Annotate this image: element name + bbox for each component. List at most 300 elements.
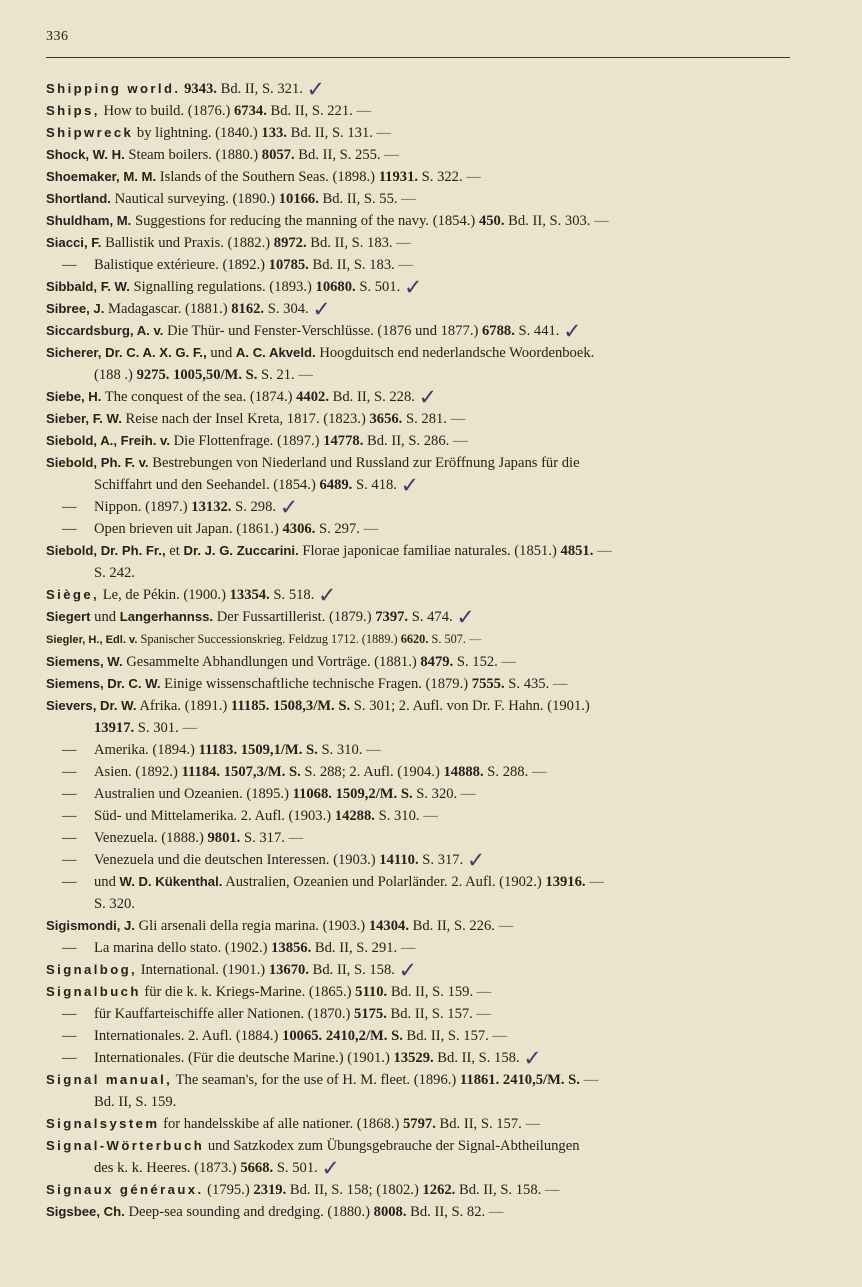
checkmark-icon: ✓ bbox=[398, 957, 418, 983]
continuation-text bbox=[62, 896, 135, 912]
catalog-entry bbox=[0, 1003, 862, 1025]
tick-dash-icon: — bbox=[401, 191, 415, 207]
catalog-entry bbox=[0, 695, 862, 717]
tick-dash-icon: — bbox=[488, 1204, 503, 1220]
catalog-entry bbox=[0, 761, 862, 783]
entry-shelfmark: 4402. bbox=[296, 389, 329, 405]
tick-dash-icon: — bbox=[597, 543, 611, 559]
entry-shelfmark: 11068. 1509,2/M. S. bbox=[292, 786, 413, 802]
checkmark-icon: ✓ bbox=[523, 1045, 542, 1071]
entry-title: Süd- und Mittelamerika. 2. Aufl. (1903.) bbox=[94, 808, 332, 824]
entry-title: Islands of the Southern Seas. (1898.) bbox=[159, 169, 376, 185]
entry-shelfmark: 7397. bbox=[375, 609, 409, 625]
catalog-entry-continuation bbox=[0, 893, 862, 915]
entry-shelfmark: 6620. bbox=[400, 632, 429, 646]
entry-title: by lightning. (1840.) bbox=[136, 125, 258, 141]
entry-title: Venezuela und die deutschen Interessen. (1903.) bbox=[94, 852, 376, 868]
ditto-dash: — bbox=[62, 1050, 77, 1066]
checkmark-icon: ✓ bbox=[400, 472, 420, 498]
entry-shelfmark: 4851. bbox=[560, 543, 594, 559]
entry-title: Ballistik und Praxis. (1882.) bbox=[105, 235, 271, 251]
entry-shelfmark: 14888. bbox=[443, 764, 484, 780]
entry-author: Siebold, A., Freih. v. bbox=[46, 433, 170, 448]
entry-reference: S. 310. bbox=[378, 808, 420, 824]
entry-reference: Bd. II, S. 255. bbox=[298, 147, 381, 163]
entry-author: Signaux généraux. bbox=[46, 1182, 204, 1197]
catalog-entry bbox=[0, 144, 862, 166]
tick-dash-icon: — bbox=[376, 125, 391, 141]
catalog-entry bbox=[0, 210, 862, 232]
catalog-entry bbox=[0, 1201, 862, 1223]
entry-shelfmark: 13132. bbox=[191, 499, 232, 515]
entry-author: Signal manual, bbox=[46, 1072, 173, 1087]
catalog-entry-continuation bbox=[0, 474, 862, 496]
tick-dash-icon: — bbox=[492, 1028, 507, 1044]
entry-reference: Bd. II, S. 131. bbox=[290, 125, 373, 141]
entry-title: Gli arsenali della regia marina. (1903.) bbox=[138, 918, 366, 934]
continuation-text bbox=[46, 367, 312, 383]
catalog-entry bbox=[0, 518, 862, 540]
ditto-dash: — bbox=[62, 874, 77, 890]
entry-reference: Bd. II, S. 303. bbox=[508, 213, 591, 229]
catalog-entry bbox=[0, 298, 862, 320]
entry-reference: Bd. II, S. 82. bbox=[410, 1204, 486, 1220]
entry-title: Suggestions for reducing the manning of the navy. (1854.) bbox=[134, 213, 476, 229]
entry-title: The conquest of the sea. (1874.) bbox=[104, 389, 293, 405]
entry-text: (188 .) bbox=[94, 367, 133, 383]
entry-reference: S. 518. bbox=[273, 587, 315, 603]
catalog-entry-continuation bbox=[0, 562, 862, 584]
tick-dash-icon: — bbox=[182, 720, 196, 736]
checkmark-icon: ✓ bbox=[466, 847, 486, 873]
entry-shelfmark: 8008. bbox=[373, 1204, 407, 1220]
entry-title: Nippon. (1897.) bbox=[94, 499, 188, 515]
catalog-entry bbox=[0, 166, 862, 188]
entry-coauthor: Langerhannss. bbox=[119, 609, 214, 624]
entry-author: Shuldham, M. bbox=[46, 213, 132, 228]
entry-title: und bbox=[94, 609, 117, 625]
tick-dash-icon: — bbox=[452, 433, 467, 449]
entry-author: Siebold, Dr. Ph. Fr., bbox=[46, 543, 166, 558]
entry-title: for handelsskibe af alle nationer. (1868.) bbox=[163, 1116, 400, 1132]
tick-dash-icon: — bbox=[476, 984, 491, 1000]
catalog-entry bbox=[0, 78, 862, 100]
ditto-dash: — bbox=[62, 499, 77, 515]
tick-dash-icon: — bbox=[423, 808, 437, 824]
catalog-entry-continuation bbox=[0, 717, 862, 739]
tick-dash-icon: — bbox=[469, 632, 481, 646]
entry-reference: S. 317. bbox=[422, 852, 464, 868]
entry-text: des k. k. Heeres. (1873.) bbox=[94, 1160, 237, 1176]
entry-shelfmark: 8479. bbox=[420, 654, 454, 670]
ditto-dash: — bbox=[62, 808, 77, 824]
entry-title: et bbox=[169, 543, 180, 559]
entry-reference: Bd. II, S. 221. bbox=[270, 103, 353, 119]
checkmark-icon: ✓ bbox=[403, 274, 423, 300]
tick-dash-icon: — bbox=[398, 257, 413, 273]
entry-list bbox=[0, 78, 862, 1223]
tick-dash-icon: — bbox=[583, 1072, 598, 1088]
entry-title: Australien, Ozeanien und Polarländer. 2. Aufl. (1902.) bbox=[225, 874, 542, 890]
catalog-entry bbox=[0, 1135, 862, 1157]
tick-dash-icon: — bbox=[450, 411, 465, 427]
entry-author: Ships, bbox=[46, 103, 100, 118]
catalog-entry bbox=[0, 408, 862, 430]
catalog-entry bbox=[0, 122, 862, 144]
continuation-text bbox=[46, 1155, 340, 1181]
entry-title: Australien und Ozeanien. (1895.) bbox=[94, 786, 289, 802]
entry-title: Open brieven uit Japan. (1861.) bbox=[94, 521, 279, 537]
entry-reference: Bd. II, S. 157. bbox=[390, 1006, 473, 1022]
entry-shelfmark: 3656. bbox=[369, 411, 403, 427]
catalog-entry bbox=[0, 606, 862, 628]
entry-shelfmark: 450. bbox=[478, 213, 505, 229]
catalog-entry bbox=[0, 849, 862, 871]
entry-author: Siège, bbox=[46, 587, 100, 602]
tick-dash-icon: — bbox=[400, 940, 415, 956]
entry-shelfmark: 13856. bbox=[271, 940, 312, 956]
entry-reference: S. 441. bbox=[518, 323, 560, 339]
entry-reference: S. 501. bbox=[276, 1160, 318, 1176]
checkmark-icon: ✓ bbox=[563, 318, 582, 344]
entry-reference: Bd. II, S. 159. bbox=[390, 984, 474, 1000]
continuation-text bbox=[46, 472, 420, 498]
entry-coauthor: W. D. Kükenthal. bbox=[119, 874, 223, 889]
catalog-entry bbox=[0, 1113, 862, 1135]
tick-dash-icon: — bbox=[363, 521, 378, 537]
entry-title: Amerika. (1894.) bbox=[94, 742, 195, 758]
tick-dash-icon: — bbox=[476, 1006, 491, 1022]
catalog-entry bbox=[0, 651, 862, 673]
entry-author: Sibbald, F. W. bbox=[46, 279, 130, 294]
entry-text: Schiffahrt und den Seehandel. (1854.) bbox=[94, 477, 316, 493]
catalog-entry bbox=[0, 188, 862, 210]
catalog-entry bbox=[0, 915, 862, 937]
catalog-entry bbox=[0, 1047, 862, 1069]
entry-title: für die k. k. Kriegs-Marine. (1865.) bbox=[144, 984, 352, 1000]
entry-reference: Bd. II, S. 157. bbox=[406, 1028, 489, 1044]
entry-shelfmark: 14288. bbox=[334, 808, 375, 824]
entry-title: La marina dello stato. (1902.) bbox=[94, 940, 268, 956]
entry-reference: Bd. II, S. 183. bbox=[312, 257, 395, 273]
entry-reference: S. 474. bbox=[411, 609, 453, 625]
entry-author: Sigsbee, Ch. bbox=[46, 1204, 125, 1219]
tick-dash-icon: — bbox=[525, 1116, 540, 1132]
ditto-dash: — bbox=[62, 940, 77, 956]
entry-shelfmark: 6489. bbox=[319, 477, 353, 493]
tick-dash-icon: — bbox=[594, 213, 608, 229]
tick-dash-icon: — bbox=[552, 676, 567, 692]
entry-title: Die Flottenfrage. (1897.) bbox=[173, 433, 320, 449]
entry-author: Siebe, H. bbox=[46, 389, 102, 404]
entry-reference: S. 301. bbox=[137, 720, 179, 736]
entry-title: Die Thür- und Fenster-Verschlüsse. (1876 und 1877.) bbox=[167, 323, 479, 339]
entry-shelfmark: 8972. bbox=[273, 235, 307, 251]
catalog-entry bbox=[0, 871, 862, 893]
entry-shelfmark: 14110. bbox=[379, 852, 419, 868]
entry-reference: S. 320. bbox=[416, 786, 458, 802]
entry-shelfmark: 5175. bbox=[354, 1006, 387, 1022]
tick-dash-icon: — bbox=[460, 786, 475, 802]
tick-dash-icon: — bbox=[356, 103, 371, 119]
entry-reference: S. 297. bbox=[318, 521, 360, 537]
entry-title: Internationales. 2. Aufl. (1884.) bbox=[94, 1028, 279, 1044]
entry-reference: Bd. II, S. 55. bbox=[322, 191, 398, 207]
entry-title: Internationales. (Für die deutsche Marine.) (1901.) bbox=[94, 1050, 390, 1066]
entry-reference: S. 301; 2. Aufl. von Dr. F. Hahn. (1901.) bbox=[353, 698, 590, 714]
entry-reference: S. 501. bbox=[359, 279, 401, 295]
entry-shelfmark: 6788. bbox=[482, 323, 515, 339]
entry-author: Siegler, H., Edl. v. bbox=[46, 634, 138, 646]
entry-title: und Satzkodex zum Übungsgebrauche der Signal-Abtheilungen bbox=[207, 1138, 580, 1154]
entry-shelfmark: 8057. bbox=[261, 147, 295, 163]
checkmark-icon: ✓ bbox=[279, 494, 299, 520]
catalog-entry bbox=[0, 739, 862, 761]
catalog-entry bbox=[0, 496, 862, 518]
ditto-dash: — bbox=[62, 786, 77, 802]
entry-title: Balistique extérieure. (1892.) bbox=[94, 257, 266, 273]
entry-reference: Bd. II, S. 157. bbox=[439, 1116, 522, 1132]
entry-author: Siemens, Dr. C. W. bbox=[46, 676, 161, 691]
checkmark-icon: ✓ bbox=[318, 582, 337, 608]
entry-author: Siebold, Ph. F. v. bbox=[46, 455, 149, 470]
entry-title: Einige wissenschaftliche technische Fragen. (1879.) bbox=[164, 676, 469, 692]
entry-reference: S. 288. bbox=[487, 764, 529, 780]
entry-coauthor: Dr. J. G. Zuccarini. bbox=[183, 543, 299, 558]
entry-title: Spanischer Successionskrieg. Feldzug 1712. (1889.) bbox=[140, 632, 398, 646]
ditto-dash: — bbox=[62, 521, 77, 537]
checkmark-icon: ✓ bbox=[418, 384, 438, 410]
ditto-dash: — bbox=[62, 830, 77, 846]
tick-dash-icon: — bbox=[288, 830, 303, 846]
entry-text: S. 320. bbox=[94, 896, 135, 912]
entry-reference: S. 435. bbox=[508, 676, 550, 692]
entry-title: Signalling regulations. (1893.) bbox=[133, 279, 312, 295]
catalog-entry bbox=[0, 673, 862, 695]
entry-shelfmark: 13917. bbox=[94, 720, 135, 736]
entry-shelfmark: 9801. bbox=[207, 830, 241, 846]
catalog-entry bbox=[0, 783, 862, 805]
entry-shelfmark: 10785. bbox=[268, 257, 309, 273]
entry-shelfmark: 10065. 2410,2/M. S. bbox=[282, 1028, 403, 1044]
catalog-entry bbox=[0, 805, 862, 827]
entry-reference: S. 21. bbox=[261, 367, 295, 383]
catalog-entry-continuation bbox=[0, 364, 862, 386]
entry-shelfmark: 14778. bbox=[323, 433, 364, 449]
entry-title: Nautical surveying. (1890.) bbox=[114, 191, 276, 207]
entry-reference: S. 281. bbox=[405, 411, 447, 427]
entry-shelfmark: 11861. 2410,5/M. S. bbox=[459, 1072, 580, 1088]
entry-text: Bd. II, S. 159. bbox=[94, 1094, 177, 1110]
entry-reference: S. 310. bbox=[321, 742, 363, 758]
entry-title: Bestrebungen von Niederland und Russland zur Eröffnung Japans für die bbox=[152, 455, 580, 471]
entry-author: Shipwreck bbox=[46, 125, 134, 140]
entry-title: Der Fussartillerist. (1879.) bbox=[216, 609, 372, 625]
entry-title: für Kauffarteischiffe aller Nationen. (1870.) bbox=[94, 1006, 351, 1022]
continuation-text bbox=[46, 1094, 176, 1110]
entry-shelfmark: 5668. bbox=[240, 1160, 274, 1176]
entry-shelfmark: 11185. 1508,3/M. S. bbox=[230, 698, 351, 714]
entry-author: Siemens, W. bbox=[46, 654, 123, 669]
entry-author: Signalsystem bbox=[46, 1116, 160, 1131]
entry-shelfmark: 10166. bbox=[278, 191, 319, 207]
tick-dash-icon: — bbox=[366, 742, 380, 758]
entry-author: Shipping world. bbox=[46, 81, 181, 96]
catalog-entry bbox=[0, 276, 862, 298]
checkmark-icon: ✓ bbox=[321, 1155, 340, 1181]
entry-shelfmark: 5797. bbox=[403, 1116, 436, 1132]
entry-reference: Bd. II, S. 158. bbox=[437, 1050, 520, 1066]
tick-dash-icon: — bbox=[531, 764, 546, 780]
catalog-entry bbox=[0, 628, 862, 651]
entry-reference: S. 418. bbox=[355, 477, 397, 493]
entry-reference: Bd. II, S. 183. bbox=[310, 235, 393, 251]
entry-shelfmark: 13354. bbox=[229, 587, 270, 603]
entry-reference: Bd. II, S. 321. bbox=[220, 81, 303, 97]
entry-reference: Bd. II, S. 158; (1802.) bbox=[289, 1182, 419, 1198]
catalog-entry-continuation bbox=[0, 1091, 862, 1113]
page-number: 336 bbox=[46, 29, 69, 44]
entry-title: How to build. (1876.) bbox=[103, 103, 231, 119]
entry-author: Sievers, Dr. W. bbox=[46, 698, 137, 713]
entry-shelfmark: 14304. bbox=[368, 918, 409, 934]
entry-reference: Bd. II, S. 286. bbox=[367, 433, 450, 449]
checkmark-icon: ✓ bbox=[312, 296, 331, 322]
entry-title: Venezuela. (1888.) bbox=[94, 830, 204, 846]
entry-title: Afrika. (1891.) bbox=[139, 698, 228, 714]
entry-reference: S. 288; 2. Aufl. (1904.) bbox=[304, 764, 440, 780]
catalog-entry bbox=[0, 1069, 862, 1091]
ditto-dash: — bbox=[62, 764, 77, 780]
entry-reference: S. 322. bbox=[421, 169, 463, 185]
entry-shelfmark: 8162. bbox=[231, 301, 265, 317]
entry-shelfmark: 10680. bbox=[315, 279, 356, 295]
entry-text: S. 242. bbox=[94, 565, 135, 581]
ditto-dash: — bbox=[62, 742, 77, 758]
entry-shelfmark: 11183. 1509,1/M. S. bbox=[198, 742, 318, 758]
entry-shelfmark: 9275. 1005,50/M. S. bbox=[136, 367, 258, 383]
checkmark-icon: ✓ bbox=[456, 604, 475, 630]
entry-author: Sigismondi, J. bbox=[46, 918, 135, 933]
catalog-entry bbox=[0, 584, 862, 606]
entry-shelfmark: 7555. bbox=[471, 676, 505, 692]
entry-reference: Bd. II, S. 226. bbox=[412, 918, 495, 934]
entry-author: Shock, W. H. bbox=[46, 147, 125, 162]
entry-title: Madagascar. (1881.) bbox=[108, 301, 228, 317]
entry-author: Sibree, J. bbox=[46, 301, 105, 316]
entry-author: Shoemaker, M. M. bbox=[46, 169, 157, 184]
tick-dash-icon: — bbox=[589, 874, 603, 890]
entry-reference: S. 317. bbox=[243, 830, 285, 846]
entry-coauthor: A. C. Akveld. bbox=[235, 345, 316, 360]
catalog-entry bbox=[0, 232, 862, 254]
ditto-dash: — bbox=[62, 257, 77, 273]
catalog-entry bbox=[0, 1025, 862, 1047]
entry-author: Sieber, F. W. bbox=[46, 411, 122, 426]
entry-title: Florae japonicae familiae naturales. (1851.) bbox=[302, 543, 557, 559]
entry-title: (1795.) bbox=[207, 1182, 250, 1198]
entry-author: Siccardsburg, A. v. bbox=[46, 323, 164, 338]
entry-shelfmark: 9343. bbox=[184, 81, 217, 97]
tick-dash-icon: — bbox=[384, 147, 398, 163]
entry-author: Signalbog, bbox=[46, 962, 138, 977]
header-rule bbox=[46, 57, 790, 58]
catalog-entry bbox=[0, 386, 862, 408]
entry-shelfmark: 4306. bbox=[282, 521, 316, 537]
catalog-entry-continuation bbox=[0, 1157, 862, 1179]
entry-author: Siegert bbox=[46, 609, 91, 624]
catalog-entry bbox=[0, 320, 862, 342]
entry-title: Gesammelte Abhandlungen und Vorträge. (1881.) bbox=[126, 654, 417, 670]
catalog-entry bbox=[0, 430, 862, 452]
catalog-entry bbox=[0, 827, 862, 849]
entry-shelfmark: 2319. bbox=[253, 1182, 287, 1198]
catalog-entry bbox=[0, 937, 862, 959]
checkmark-icon: ✓ bbox=[306, 76, 325, 102]
entry-shelfmark: 6734. bbox=[234, 103, 267, 119]
entry-shelfmark: 11184. 1507,3/M. S. bbox=[181, 764, 301, 780]
continuation-text bbox=[46, 720, 196, 736]
entry-author: Signalbuch bbox=[46, 984, 141, 999]
catalog-entry bbox=[0, 959, 862, 981]
tick-dash-icon: — bbox=[396, 235, 410, 251]
entry-title: Le, de Pékin. (1900.) bbox=[102, 587, 226, 603]
tick-dash-icon: — bbox=[544, 1182, 559, 1198]
entry-reference: Bd. II, S. 158. bbox=[312, 962, 395, 978]
catalog-entry bbox=[0, 540, 862, 562]
entry-shelfmark: 1262. bbox=[422, 1182, 456, 1198]
tick-dash-icon: — bbox=[498, 918, 513, 934]
catalog-entry bbox=[0, 452, 862, 474]
catalog-entry bbox=[0, 254, 862, 276]
entry-title: The seaman's, for the use of H. M. fleet. (1896.) bbox=[175, 1072, 457, 1088]
entry-reference: S. 304. bbox=[267, 301, 309, 317]
entry-reference: S. 152. bbox=[456, 654, 498, 670]
ditto-dash: — bbox=[62, 1006, 77, 1022]
entry-shelfmark: 13670. bbox=[268, 962, 309, 978]
entry-author: Siacci, F. bbox=[46, 235, 102, 250]
catalog-entry bbox=[0, 981, 862, 1003]
entry-shelfmark: 13529. bbox=[393, 1050, 434, 1066]
entry-shelfmark: 5110. bbox=[355, 984, 388, 1000]
entry-reference: S. 298. bbox=[235, 499, 277, 515]
entry-reference: Bd. II, S. 291. bbox=[314, 940, 398, 956]
catalog-entry bbox=[0, 100, 862, 122]
entry-shelfmark: 11931. bbox=[378, 169, 419, 185]
entry-reference: Bd. II, S. 228. bbox=[332, 389, 415, 405]
entry-shelfmark: 13916. bbox=[545, 874, 586, 890]
ditto-dash: — bbox=[62, 852, 77, 868]
entry-reference: Bd. II, S. 158. bbox=[458, 1182, 542, 1198]
tick-dash-icon: — bbox=[501, 654, 516, 670]
entry-title: Asien. (1892.) bbox=[94, 764, 178, 780]
tick-dash-icon: — bbox=[466, 169, 480, 185]
entry-title: und bbox=[210, 345, 233, 361]
ditto-dash: — bbox=[62, 1028, 77, 1044]
entry-title: Steam boilers. (1880.) bbox=[128, 147, 259, 163]
entry-title: und bbox=[94, 874, 116, 890]
entry-shelfmark: 133. bbox=[261, 125, 287, 141]
entry-title: Hoogduitsch end nederlandsche Woordenboek. bbox=[319, 345, 595, 361]
entry-reference: S. 507. bbox=[431, 632, 466, 646]
entry-title: International. (1901.) bbox=[140, 962, 266, 978]
catalog-entry bbox=[0, 342, 862, 364]
tick-dash-icon: — bbox=[298, 367, 312, 383]
entry-title: Reise nach der Insel Kreta, 1817. (1823.) bbox=[125, 411, 366, 427]
entry-author: Signal-Wörterbuch bbox=[46, 1138, 205, 1153]
entry-author: Shortland. bbox=[46, 191, 111, 206]
continuation-text bbox=[46, 565, 135, 581]
